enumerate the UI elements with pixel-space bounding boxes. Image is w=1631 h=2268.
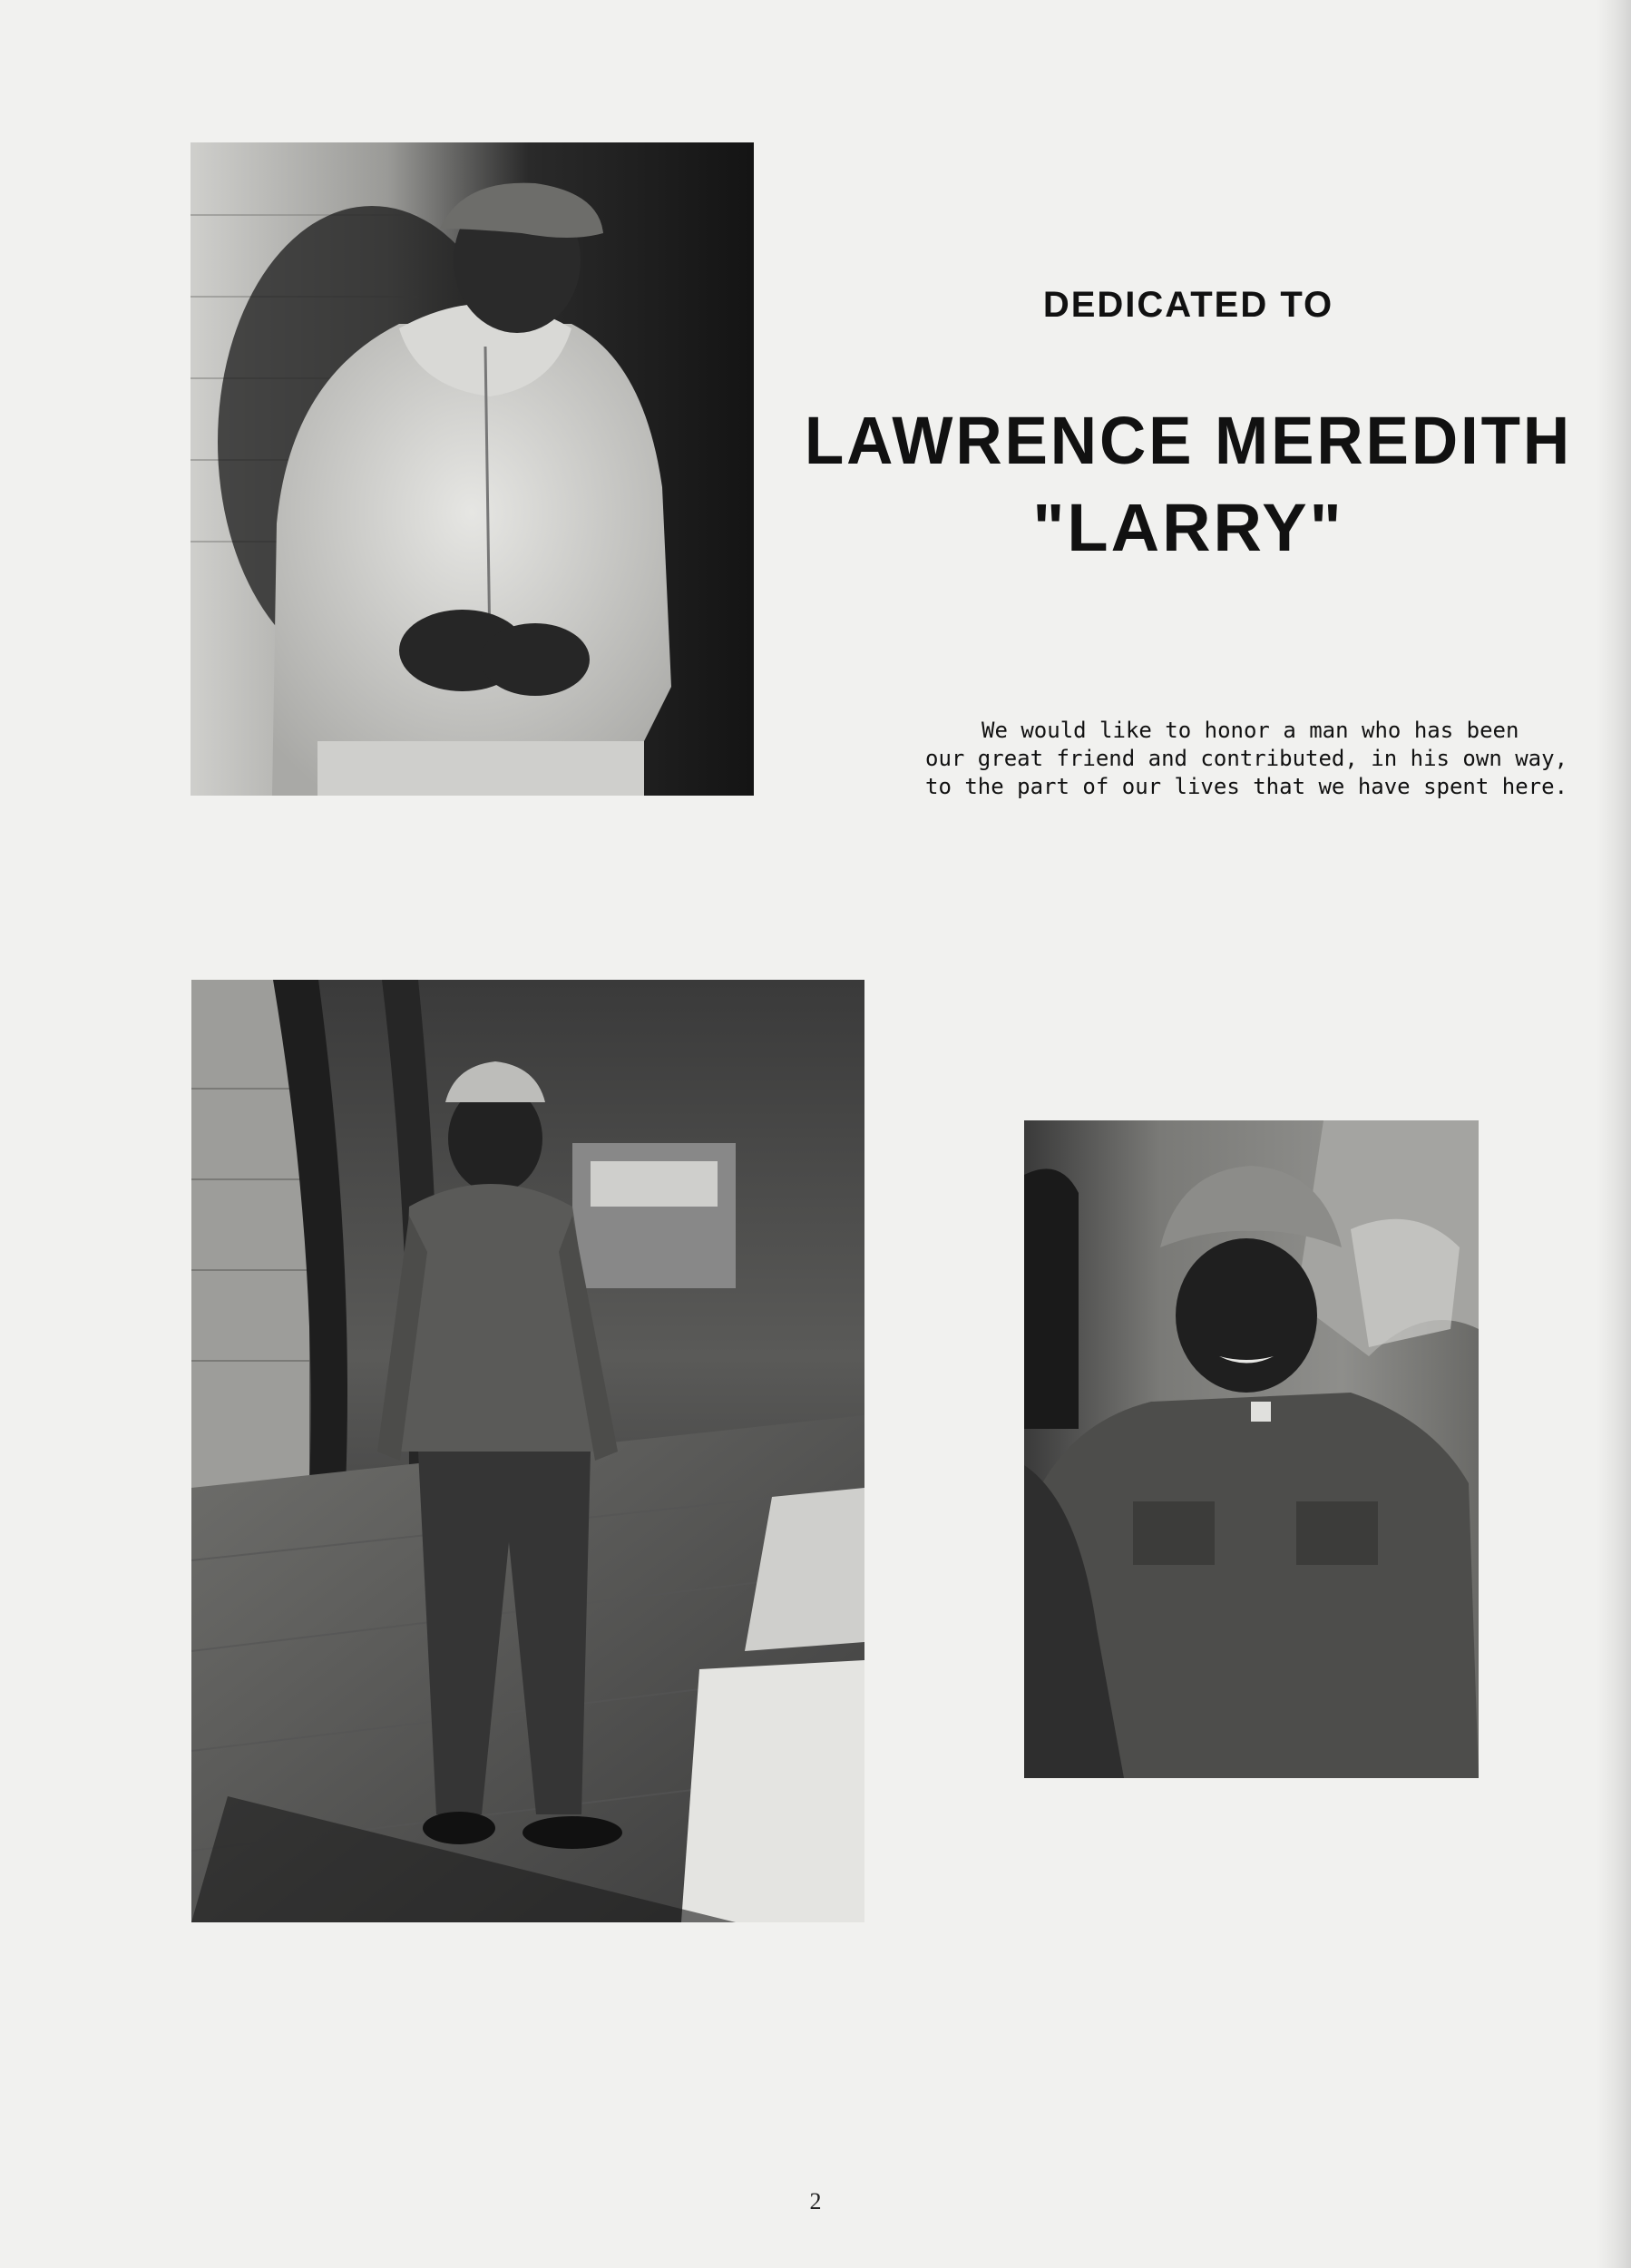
dedication-heading bbox=[753, 272, 1624, 565]
dedication-line: our great friend and contributed, in his own way, bbox=[925, 746, 1568, 771]
portrait-photo-top bbox=[190, 142, 754, 796]
dedication-line: to the part of our lives that we have spent here. bbox=[925, 774, 1568, 799]
dedication-paragraph bbox=[925, 717, 1568, 801]
page-number: 2 bbox=[809, 2188, 822, 2214]
dedication-line: We would like to honor a man who has been bbox=[982, 718, 1519, 743]
honoree-nickname: "LARRY" bbox=[1032, 490, 1344, 565]
outdoor-photo-jacket bbox=[1024, 1120, 1479, 1778]
honoree-name: LAWRENCE MEREDITH bbox=[804, 403, 1573, 478]
standing-photo-gym bbox=[191, 980, 864, 1922]
dedicated-to-label: DEDICATED TO bbox=[1042, 285, 1334, 325]
